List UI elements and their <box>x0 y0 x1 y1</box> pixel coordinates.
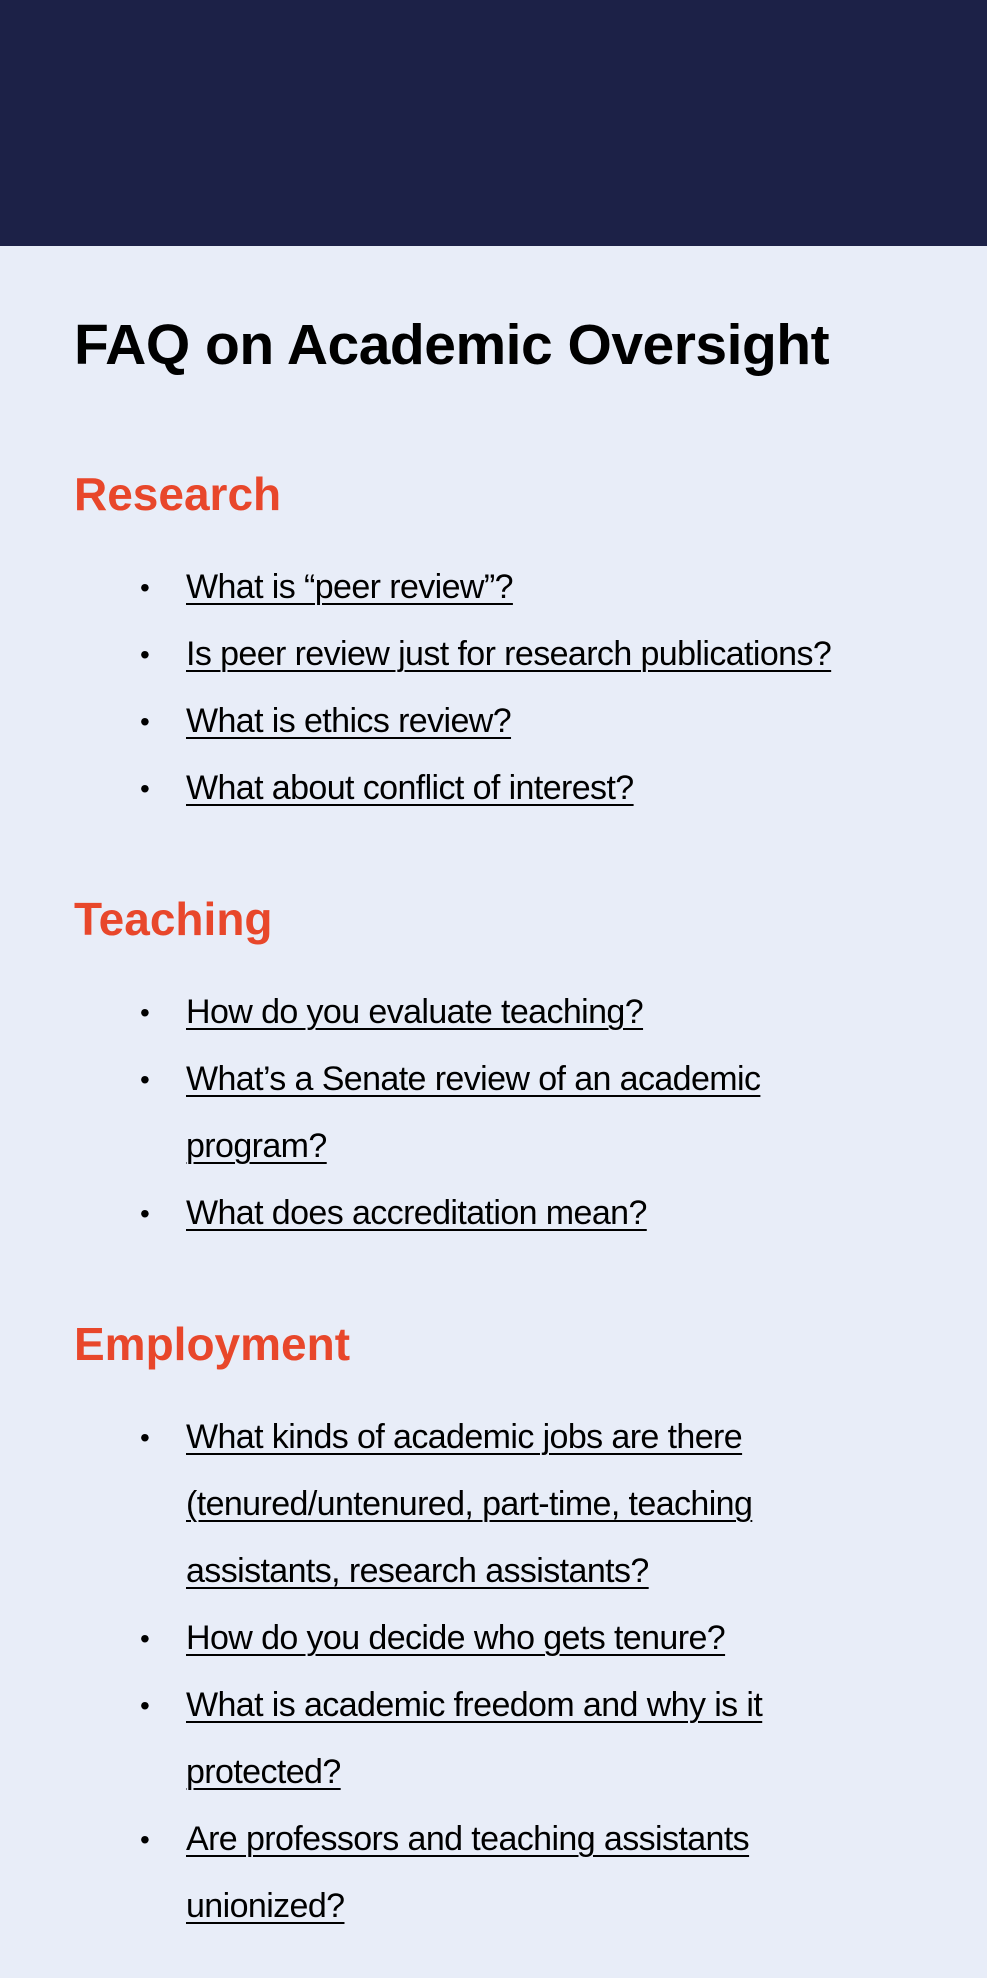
section-employment <box>74 1318 987 1940</box>
bullet-icon: • <box>140 1198 150 1229</box>
bullet-icon: • <box>140 1690 150 1721</box>
page-title: FAQ on Academic Oversight <box>74 313 830 377</box>
list-item <box>140 688 894 755</box>
section-heading-research: Research <box>74 468 282 520</box>
list-item <box>140 1605 894 1672</box>
bullet-icon: • <box>140 773 150 804</box>
bullet-icon: • <box>140 1623 150 1654</box>
faq-link-senate-review[interactable]: What’s a Senate review of an academic program? <box>186 1060 761 1165</box>
section-teaching <box>74 893 987 1247</box>
list-item <box>140 1180 894 1247</box>
list-item <box>140 621 894 688</box>
list-item <box>140 554 894 621</box>
main-content <box>0 313 987 1940</box>
faq-link-unions[interactable]: Are professors and teaching assistants unionized? <box>186 1820 750 1925</box>
faq-link-academic-freedom[interactable]: What is academic freedom and why is it protected? <box>186 1686 763 1791</box>
faq-link-peer-review-scope[interactable]: Is peer review just for research publications? <box>186 635 832 673</box>
bullet-icon: • <box>140 997 150 1028</box>
faq-link-evaluate-teaching[interactable]: How do you evaluate teaching? <box>186 993 644 1031</box>
list-item <box>140 979 894 1046</box>
list-item <box>140 1404 894 1605</box>
bullet-icon: • <box>140 706 150 737</box>
list-item <box>140 1672 894 1806</box>
faq-link-academic-jobs[interactable]: What kinds of academic jobs are there (tenured/untenured, part-time, teaching assistants, research assistants? <box>186 1418 753 1590</box>
section-heading-employment: Employment <box>74 1318 351 1370</box>
faq-link-accreditation[interactable]: What does accreditation mean? <box>186 1194 647 1232</box>
bullet-icon: • <box>140 1824 150 1855</box>
bullet-icon: • <box>140 639 150 670</box>
top-banner <box>0 0 987 246</box>
list-item <box>140 1806 894 1940</box>
bullet-icon: • <box>140 1064 150 1095</box>
faq-link-tenure[interactable]: How do you decide who gets tenure? <box>186 1619 726 1657</box>
bullet-icon: • <box>140 572 150 603</box>
employment-link-list <box>74 1404 894 1940</box>
list-item <box>140 755 894 822</box>
faq-link-peer-review[interactable]: What is “peer review”? <box>186 568 513 606</box>
research-link-list <box>74 554 894 822</box>
teaching-link-list <box>74 979 894 1247</box>
section-heading-teaching: Teaching <box>74 893 273 945</box>
faq-link-ethics-review[interactable]: What is ethics review? <box>186 702 512 740</box>
section-research <box>74 468 987 822</box>
bullet-icon: • <box>140 1422 150 1453</box>
list-item <box>140 1046 894 1180</box>
faq-link-conflict-of-interest[interactable]: What about conflict of interest? <box>186 769 634 807</box>
